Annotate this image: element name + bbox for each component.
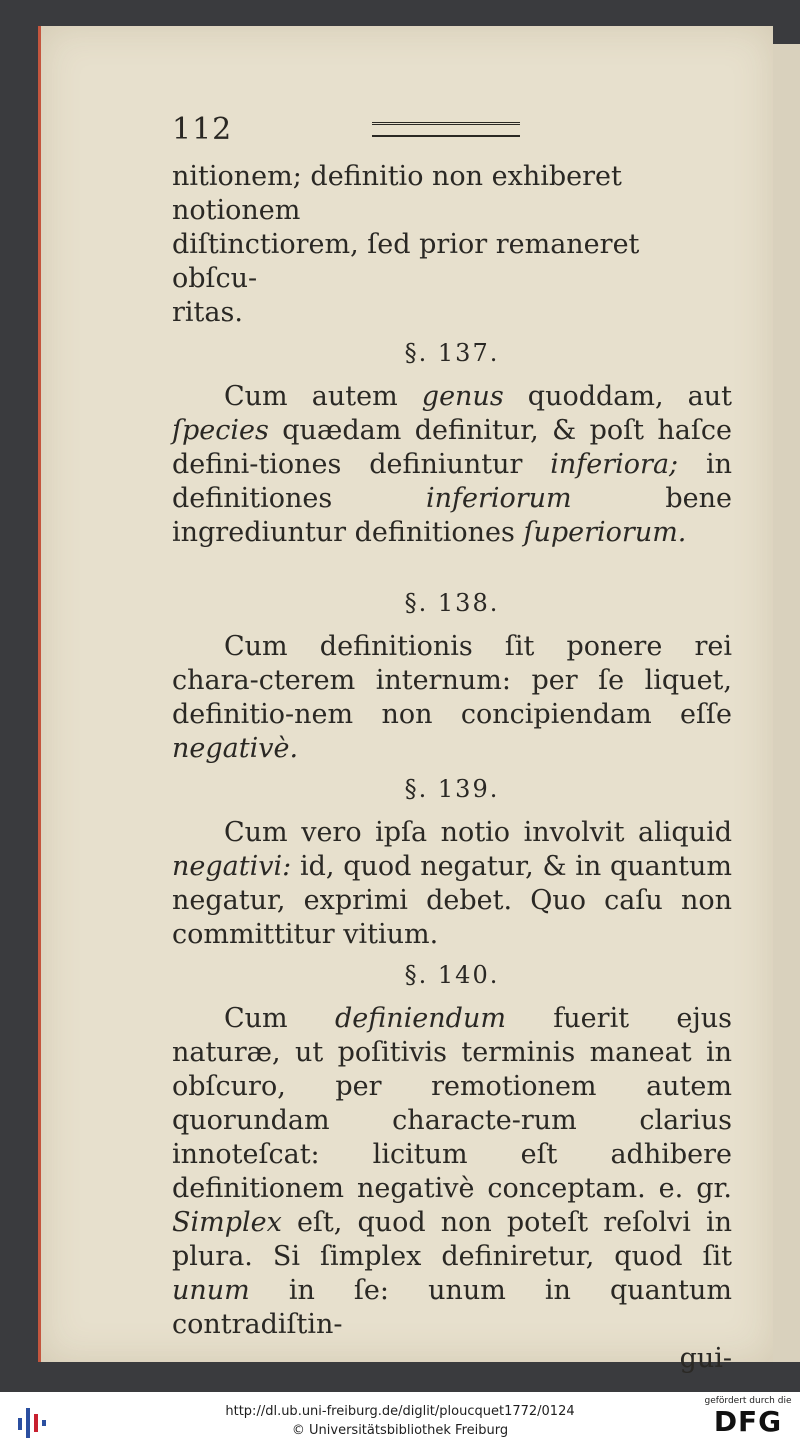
italic-term: inferiorum — [425, 483, 572, 514]
text-run: fuerit ejus naturæ, ut poſitivis terminis maneat in obſcuro, per remotionem autem quorundam characte-rum clarius innoteſcat: licitum eſt adhibere definitionem negativè conceptam. e. gr. — [172, 1003, 732, 1204]
paragraph-indent — [172, 381, 224, 412]
italic-term: ſpecies — [172, 415, 269, 446]
text-line: diſtinctiorem, ſed prior remaneret obſcu- — [172, 229, 640, 294]
text-run: id, quod negatur, & in quantum negatur, exprimi debet. Quo caſu non committitur vitium. — [172, 851, 732, 950]
adjacent-page-edge — [770, 44, 800, 1362]
dfg-wordmark: DFG — [713, 1405, 783, 1438]
text-run: Cum — [224, 1003, 335, 1034]
text-run: quædam definitur, & poſt haſce defini-tiones definiuntur — [172, 415, 732, 480]
continuation-block — [172, 160, 732, 330]
footer-copyright: © Universitätsbibliothek Freiburg — [291, 1423, 509, 1438]
section-gap — [172, 550, 732, 580]
paragraph-indent — [172, 817, 224, 848]
page-text — [172, 160, 732, 1376]
catchword: gui- — [679, 1343, 732, 1374]
text-run: Cum vero ipſa notio involvit aliquid — [224, 817, 732, 848]
italic-term: negativi: — [172, 851, 292, 882]
paragraph-indent — [172, 1003, 224, 1034]
italic-term: inferiora; — [550, 449, 679, 480]
text-run: in definitiones — [172, 449, 732, 514]
section-paragraph — [172, 1002, 732, 1342]
section-paragraph — [172, 630, 732, 766]
footer-url[interactable]: http://dl.ub.uni-freiburg.de/diglit/ploucquet1772/0124 — [225, 1404, 575, 1419]
text-line: nitionem; definitio non exhiberet notionem — [172, 161, 622, 226]
dfg-tagline: gefördert durch die — [704, 1396, 792, 1406]
italic-term: ſuperiorum. — [523, 517, 687, 548]
text-line: ritas. — [172, 297, 243, 328]
italic-term: Simplex — [172, 1207, 282, 1238]
dfg-logo — [704, 1396, 792, 1446]
footer-text — [0, 1402, 800, 1440]
sections — [172, 336, 732, 1342]
section-heading: §. 138. — [404, 589, 500, 617]
page-header — [172, 112, 732, 152]
section-heading: §. 139. — [404, 775, 500, 803]
paragraph-indent — [172, 631, 224, 662]
section-heading: §. 140. — [404, 961, 500, 989]
italic-term: definiendum — [335, 1003, 506, 1034]
text-run: in ſe: unum in quantum contradiſtin- — [172, 1275, 732, 1340]
footer-bar — [0, 1392, 800, 1449]
header-rule — [372, 122, 520, 137]
text-run: Cum autem — [224, 381, 422, 412]
section-heading: §. 137. — [404, 339, 500, 367]
italic-term: negativè. — [172, 733, 299, 764]
page-number: 112 — [172, 112, 233, 147]
italic-term: unum — [172, 1275, 250, 1306]
text-run: quoddam, aut — [503, 381, 733, 412]
text-run: eſt, quod non poteſt reſolvi in plura. Si ſimplex definiretur, quod ſit — [172, 1207, 732, 1272]
italic-term: genus — [421, 381, 504, 412]
section-paragraph — [172, 816, 732, 952]
text-run: Cum definitionis ſit ponere rei chara-cterem internum: per ſe liquet, definitio-nem non concipiendam eſſe — [172, 631, 732, 730]
text-run: bene ingrediuntur definitiones — [172, 483, 733, 548]
section-paragraph — [172, 380, 732, 550]
